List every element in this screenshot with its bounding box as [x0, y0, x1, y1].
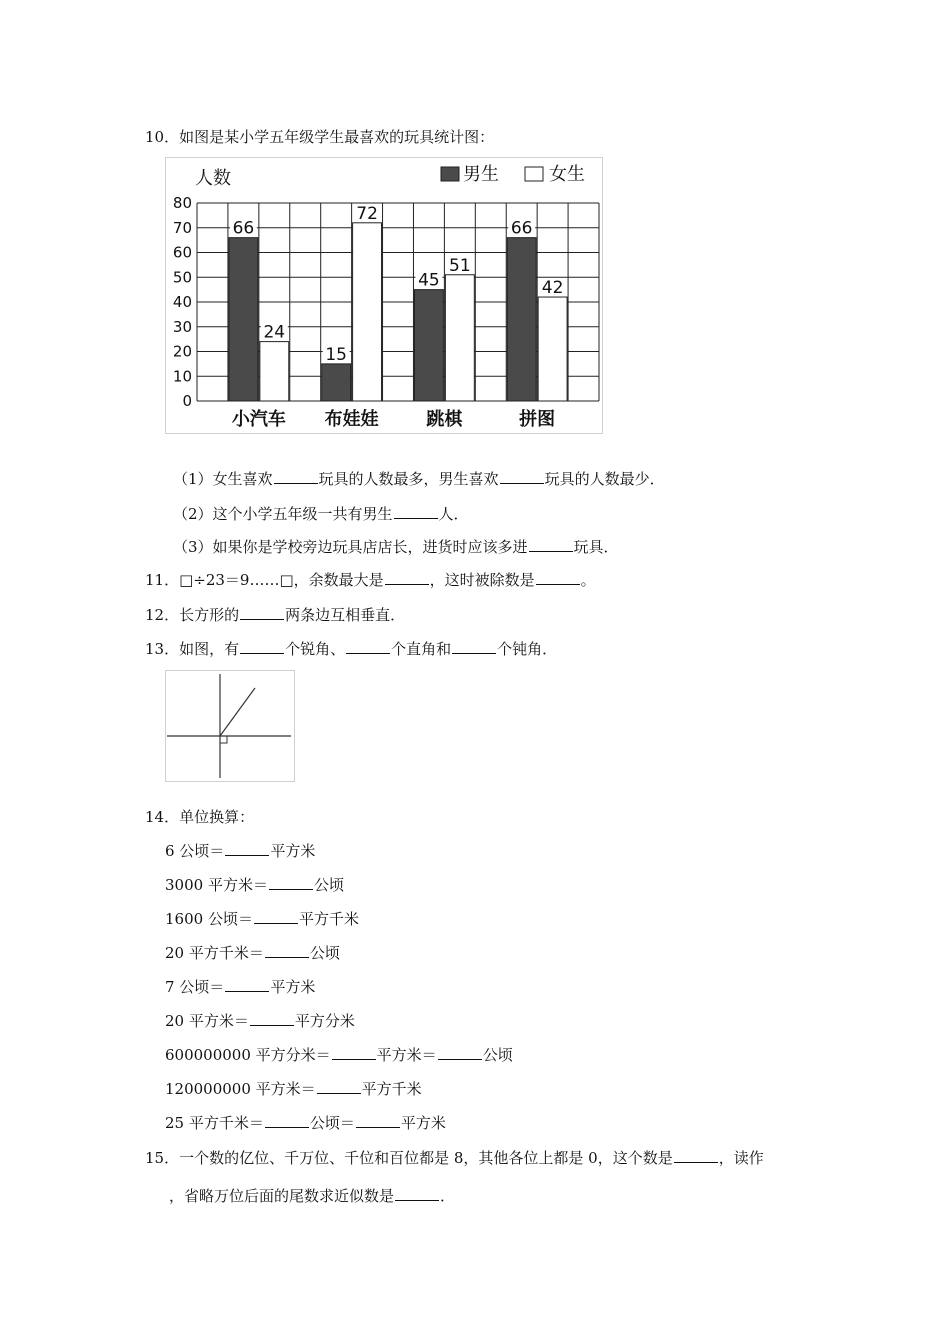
q15-text-a: 15．一个数的亿位、千万位、千位和百位都是 8，其他各位上都是 0，这个数是	[145, 1149, 673, 1167]
data-label: 72	[356, 203, 378, 224]
q14-l7-text-b: 平方米＝	[376, 1046, 437, 1064]
q14-line5	[165, 977, 315, 997]
data-label: 15	[325, 344, 347, 365]
q13	[145, 639, 557, 659]
q10-sub1	[173, 469, 665, 489]
answer-blank[interactable]	[250, 1011, 294, 1026]
q14-l3-text-b: 平方千米	[298, 910, 359, 928]
q13-text-d: 个钝角．	[497, 640, 558, 658]
answer-blank[interactable]	[529, 537, 573, 552]
q14-l9-text-b: 公顷＝	[309, 1114, 355, 1132]
q10-sub3	[173, 537, 619, 557]
q14-l1-text-a: 6 公顷＝	[165, 842, 225, 860]
q13-text-c: 个直角和	[391, 640, 452, 658]
q13-text-a: 13．如图，有	[145, 640, 240, 658]
q14-line8	[165, 1079, 422, 1099]
answer-blank[interactable]	[265, 1113, 309, 1128]
q14-line7	[165, 1045, 513, 1065]
answer-blank[interactable]	[438, 1045, 482, 1060]
data-label: 66	[232, 218, 255, 239]
q10-sub1-text-a: （1）女生喜欢	[173, 470, 273, 488]
q10-sub2	[173, 504, 469, 524]
oblique-ray	[220, 688, 255, 736]
answer-blank[interactable]	[274, 469, 318, 484]
y-tick-label: 70	[172, 218, 192, 237]
q14-l6-text-a: 20 平方米＝	[165, 1012, 249, 1030]
q14-stem: 14．单位换算：	[145, 808, 255, 826]
q10-sub2-text-b: 人．	[438, 505, 469, 523]
y-tick-label: 0	[182, 392, 192, 410]
chart-svg	[165, 157, 603, 434]
answer-blank[interactable]	[356, 1113, 400, 1128]
bar-girls	[445, 275, 474, 401]
legend-label-boys: 男生	[463, 164, 499, 185]
bar-boys	[414, 290, 443, 401]
q10-sub1-text-c: 玩具的人数最少．	[544, 470, 665, 488]
q15-line2	[145, 1186, 455, 1206]
answer-blank[interactable]	[240, 639, 284, 654]
answer-blank[interactable]	[674, 1148, 718, 1163]
q10-stem: 10．如图是某小学五年级学生最喜欢的玩具统计图：	[145, 128, 495, 146]
y-tick-label: 40	[172, 293, 192, 311]
q14-l7-text-c: 公顷	[482, 1046, 513, 1064]
q11-text-c: 。	[580, 571, 596, 589]
data-label: 24	[263, 322, 286, 343]
q14-l2-text-b: 公顷	[313, 876, 344, 894]
answer-blank[interactable]	[254, 909, 298, 924]
answer-blank[interactable]	[346, 639, 390, 654]
toy-bar-chart	[165, 157, 603, 434]
legend-label-girls: 女生	[549, 164, 585, 185]
answer-blank[interactable]	[385, 570, 429, 585]
answer-blank[interactable]	[395, 1186, 439, 1201]
q12	[145, 605, 405, 625]
answer-blank[interactable]	[269, 875, 313, 890]
q15-text-b: ，读作	[718, 1149, 764, 1167]
q14-l8-text-b: 平方千米	[361, 1080, 422, 1098]
y-tick-label: 80	[172, 194, 192, 212]
figure-frame	[166, 671, 295, 782]
answer-blank[interactable]	[265, 943, 309, 958]
legend-swatch-boys	[441, 167, 459, 181]
bar-boys	[229, 238, 258, 401]
answer-blank[interactable]	[332, 1045, 376, 1060]
q14-l9-text-a: 25 平方千米＝	[165, 1114, 264, 1132]
q14-l3-text-a: 1600 公顷＝	[165, 910, 253, 928]
bar-girls	[353, 223, 382, 401]
answer-blank[interactable]	[536, 570, 580, 585]
data-label: 51	[449, 255, 471, 276]
y-tick-label: 60	[172, 243, 192, 262]
legend-swatch-girls	[525, 167, 543, 181]
y-tick-label: 20	[172, 342, 192, 361]
q14-line6	[165, 1011, 355, 1031]
answer-blank[interactable]	[500, 469, 544, 484]
q12-text-b: 两条边互相垂直．	[285, 606, 406, 624]
q14-l5-text-a: 7 公顷＝	[165, 978, 225, 996]
q15-text-d: ．	[440, 1187, 456, 1205]
q14-l5-text-b: 平方米	[270, 978, 316, 996]
y-axis-label: 人数	[195, 168, 231, 189]
data-label: 42	[541, 278, 564, 299]
angle-figure	[165, 670, 295, 782]
q14-l6-text-b: 平方分米	[294, 1012, 355, 1030]
q11	[145, 570, 596, 590]
q10-sub1-text-b: 玩具的人数最多，男生喜欢	[318, 470, 499, 488]
x-category-label: 布娃娃	[324, 409, 379, 430]
bar-boys	[322, 364, 351, 401]
q14-l2-text-a: 3000 平方米＝	[165, 876, 268, 894]
q14-l9-text-c: 平方米	[400, 1114, 446, 1132]
q14-line2	[165, 875, 344, 895]
y-tick-label: 10	[172, 367, 192, 386]
answer-blank[interactable]	[452, 639, 496, 654]
q14-line1	[165, 841, 315, 861]
data-label: 45	[418, 270, 440, 291]
answer-blank[interactable]	[240, 605, 284, 620]
q10-sub2-text-a: （2）这个小学五年级一共有男生	[173, 505, 393, 523]
q14-line9	[165, 1113, 446, 1133]
q14-l7-text-a: 600000000 平方分米＝	[165, 1046, 331, 1064]
answer-blank-reading[interactable]	[146, 1186, 168, 1201]
q12-text-a: 12．长方形的	[145, 606, 240, 624]
bar-girls	[260, 342, 289, 401]
x-category-label: 拼图	[519, 409, 556, 430]
q14-l4-text-b: 公顷	[309, 944, 340, 962]
q13-text-b: 个锐角、	[285, 640, 346, 658]
y-tick-label: 30	[172, 317, 192, 336]
q14-l8-text-a: 120000000 平方米＝	[165, 1080, 316, 1098]
q14-l4-text-a: 20 平方千米＝	[165, 944, 264, 962]
bar-boys	[507, 238, 536, 401]
answer-blank[interactable]	[225, 977, 269, 992]
right-angle-mark	[220, 736, 227, 743]
q10-sub3-text-a: （3）如果你是学校旁边玩具店店长，进货时应该多进	[173, 538, 528, 556]
q14-l1-text-b: 平方米	[270, 842, 316, 860]
q14-line4	[165, 943, 340, 963]
answer-blank[interactable]	[317, 1079, 361, 1094]
answer-blank[interactable]	[225, 841, 269, 856]
q14-line3	[165, 909, 359, 929]
q15-text-c: ，省略万位后面的尾数求近似数是	[169, 1187, 395, 1205]
q11-text-a: 11．□÷23＝9……□，余数最大是	[145, 571, 384, 589]
q15-line1	[145, 1148, 764, 1168]
data-label: 66	[510, 218, 533, 239]
x-category-label: 跳棋	[426, 409, 463, 430]
q10-sub3-text-b: 玩具．	[573, 538, 619, 556]
bar-girls	[538, 297, 567, 401]
q11-text-b: ，这时被除数是	[429, 571, 535, 589]
x-category-label: 小汽车	[231, 409, 286, 430]
y-tick-label: 50	[172, 268, 192, 287]
answer-blank[interactable]	[394, 504, 438, 519]
